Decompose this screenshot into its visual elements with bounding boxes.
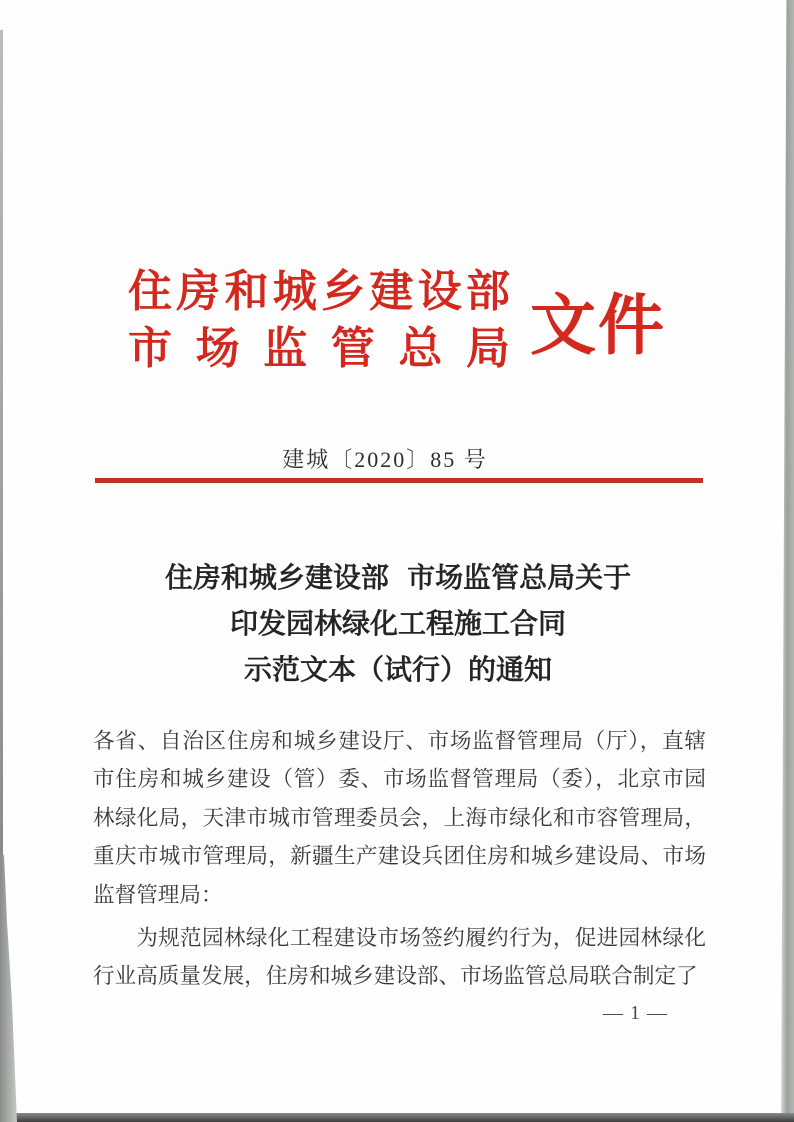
letterhead-document-label: 文件 bbox=[530, 290, 666, 363]
letterhead bbox=[0, 263, 794, 377]
scan-corner-shadow bbox=[0, 855, 17, 1122]
page-number: — 1 — bbox=[603, 1002, 668, 1024]
red-separator-rule bbox=[95, 478, 703, 483]
document-title-line2: 印发园林绿化工程施工合同 bbox=[229, 609, 566, 640]
body-paragraph-1: 为规范园林绿化工程建设市场签约履约行为，促进园林绿化行业高质量发展，住房和城乡建设部、市场监管总局联合制定了 bbox=[93, 926, 706, 989]
letterhead-org-names bbox=[128, 263, 510, 377]
scan-edge-bottom bbox=[0, 1113, 794, 1122]
document-title bbox=[92, 556, 704, 694]
letterhead-org-line2: 市场监管总局 bbox=[128, 324, 510, 373]
document-number: 建城〔2020〕85 号 bbox=[282, 447, 488, 472]
letterhead-org-line1: 住房和城乡建设部 bbox=[128, 267, 510, 316]
body-paragraph-salutation: 各省、自治区住房和城乡建设厅、市场监督管理局（厅），直辖市住房和城乡建设（管）委、市场监督管理局（委），北京市园林绿化局，天津市城市管理委员会，上海市绿化和市容管理局，重庆市城市管理局，新疆生产建设兵团住房和城乡建设局、市场监督管理局： bbox=[93, 729, 706, 907]
document-title-line1: 住房和城乡建设部 市场监管总局关于 bbox=[164, 563, 632, 594]
scan-edge-right bbox=[781, 0, 794, 1122]
document-title-line3: 示范文本（试行）的通知 bbox=[243, 655, 552, 686]
document-body bbox=[93, 722, 706, 996]
